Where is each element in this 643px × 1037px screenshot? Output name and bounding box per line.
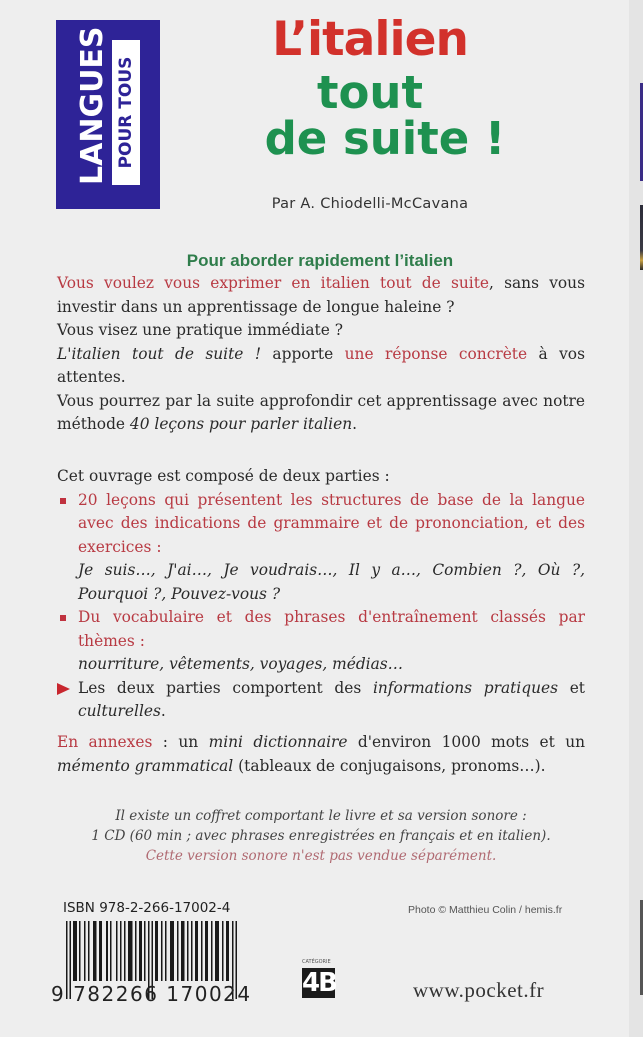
subtitle: Pour aborder rapidement l’italien <box>186 251 454 270</box>
annexes-text: En annexes : un mini dictionnaire d'environ 1000 mots et un mémento grammatical (tableaux de conjugaisons, pronoms…). <box>57 733 586 775</box>
intro-text <box>57 272 585 437</box>
audio-box-note: Il existe un coffret comportant le livre et sa version sonore : 1 CD (60 min ; avec phrases enregistrées en français et en italien). Cette version sonore n'est pas vendue séparément. <box>91 808 551 864</box>
category-badge: 4B <box>302 968 336 998</box>
square-bullet-icon <box>60 615 66 621</box>
logo-pour-tous-text: POUR TOUS <box>112 40 140 185</box>
contents-section <box>57 465 585 724</box>
book-title-line2: tout <box>317 66 423 119</box>
book-title-line1: L’italien <box>272 12 468 67</box>
bullet-practical-info: Les deux parties comportent des informations pratiques et culturelles. <box>57 677 585 724</box>
logo-langues-text: LANGUES <box>75 26 110 185</box>
barcode-digits: 9 782266 170024 <box>51 982 252 1006</box>
langues-pour-tous-logo <box>56 20 160 209</box>
bullet-lessons: 20 leçons qui présentent les structures de base de la langue avec des indications de grammaire et de prononciation, et des exercices : Je suis…, J'ai…, Je voudrais…, Il y a…, Combien ?, Où ?, Pourquoi ?, Pouvez-vous ? <box>57 489 585 607</box>
book-title-line3: de suite ! <box>264 112 506 165</box>
isbn: ISBN 978-2-266-17002-4 <box>63 900 231 916</box>
category-label: CATÉGORIE <box>302 959 331 965</box>
author: Par A. Chiodelli-McCavana <box>271 196 469 212</box>
bullet-vocabulary: Du vocabulaire et des phrases d'entraînement classés par thèmes : nourriture, vêtements, voyages, médias… <box>57 606 585 677</box>
contents-heading: Cet ouvrage est composé de deux parties : <box>57 467 390 485</box>
publisher-website: www.pocket.fr <box>413 978 545 1002</box>
intro-paragraph-4: Vous pourrez par la suite approfondir cet apprentissage avec notre méthode 40 leçons pour parler italien. <box>57 391 585 433</box>
photo-credit: Photo © Matthieu Colin / hemis.fr <box>408 904 563 916</box>
intro-paragraph-3: L'italien tout de suite ! apporte une réponse concrète à vos attentes. <box>57 344 585 386</box>
intro-paragraph-2: Vous visez une pratique immédiate ? <box>57 321 343 339</box>
square-bullet-icon <box>60 498 66 504</box>
intro-paragraph-1: Vous voulez vous exprimer en italien tout de suite, sans vous investir dans un apprentissage de longue haleine ? <box>57 274 585 316</box>
triangle-arrow-icon <box>57 683 70 695</box>
